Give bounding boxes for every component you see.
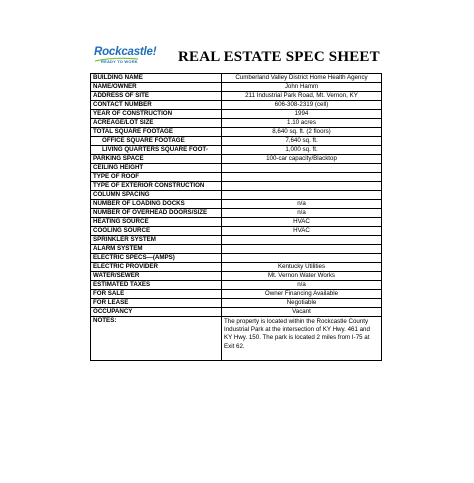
row-label: ELECTRIC PROVIDER	[91, 263, 222, 272]
table-row	[91, 308, 382, 317]
rockcastle-logo	[94, 46, 156, 68]
spec-table	[90, 73, 382, 361]
table-row	[91, 92, 382, 101]
table-row	[91, 299, 382, 308]
row-label: OFFICE SQUARE FOOTAGE	[91, 137, 222, 146]
row-value	[222, 173, 382, 182]
table-row	[91, 254, 382, 263]
table-row	[91, 74, 382, 83]
table-row	[91, 110, 382, 119]
row-label: HEATING SOURCE	[91, 218, 222, 227]
table-row	[91, 101, 382, 110]
row-value: John Hamm	[222, 83, 382, 92]
notes-label: NOTES:	[91, 317, 222, 361]
table-row	[91, 83, 382, 92]
row-label: ESTIMATED TAXES	[91, 281, 222, 290]
table-row	[91, 245, 382, 254]
table-row	[91, 272, 382, 281]
row-value: 1.10 acres	[222, 119, 382, 128]
row-value	[222, 254, 382, 263]
row-value: Cumberland Valley District Home Health Agency	[222, 74, 382, 83]
table-row	[91, 164, 382, 173]
row-value: 8,640 sq. ft. (2 floors)	[222, 128, 382, 137]
table-row	[91, 173, 382, 182]
row-label: ADDRESS OF SITE	[91, 92, 222, 101]
row-value: n/a	[222, 209, 382, 218]
table-row	[91, 263, 382, 272]
row-label: NUMBER OF LOADING DOCKS	[91, 200, 222, 209]
row-value: 7,640 sq. ft.	[222, 137, 382, 146]
row-value: Mt. Vernon Water Works	[222, 272, 382, 281]
table-row	[91, 119, 382, 128]
row-label: NUMBER OF OVERHEAD DOORS/SIZE	[91, 209, 222, 218]
row-label: TOTAL SQUARE FOOTAGE	[91, 128, 222, 137]
row-value: Vacant	[222, 308, 382, 317]
row-value: Negotiable	[222, 299, 382, 308]
notes-value: The property is located within the Rockcastle County Industrial Park at the intersection of KY Hwy. 461 and KY Hwy. 150. The park is located 2 miles from I-75 at Exit 62.	[222, 317, 382, 361]
row-label: BUILDING NAME	[91, 74, 222, 83]
row-label: YEAR OF CONSTRUCTION	[91, 110, 222, 119]
row-label: FOR LEASE	[91, 299, 222, 308]
spec-table-body	[91, 74, 382, 361]
row-value	[222, 164, 382, 173]
row-label: CONTACT NUMBER	[91, 101, 222, 110]
row-value: HVAC	[222, 218, 382, 227]
row-label: FOR SALE	[91, 290, 222, 299]
row-value: 606-308-2319 (cell)	[222, 101, 382, 110]
row-label: PARKING SPACE	[91, 155, 222, 164]
row-label: LIVING QUARTERS SQUARE FOOT-	[91, 146, 222, 155]
table-row	[91, 155, 382, 164]
table-row	[91, 209, 382, 218]
notes-row	[91, 317, 382, 361]
row-value: 211 Industrial Park Road, Mt. Vernon, KY	[222, 92, 382, 101]
table-row	[91, 236, 382, 245]
table-row	[91, 200, 382, 209]
row-value: 1,000 sq. ft.	[222, 146, 382, 155]
row-label: TYPE OF ROOF	[91, 173, 222, 182]
row-label: WATER/SEWER	[91, 272, 222, 281]
row-value	[222, 191, 382, 200]
table-row	[91, 281, 382, 290]
row-label: CEILING HEIGHT	[91, 164, 222, 173]
row-value: HVAC	[222, 227, 382, 236]
row-label: COLUMN SPACING	[91, 191, 222, 200]
row-label: TYPE OF EXTERIOR CONSTRUCTION	[91, 182, 222, 191]
row-value: Kentucky Utilities	[222, 263, 382, 272]
table-row	[91, 137, 382, 146]
table-row	[91, 182, 382, 191]
row-label: ACREAGE/LOT SIZE	[91, 119, 222, 128]
row-value: Owner Financing Available	[222, 290, 382, 299]
row-value: n/a	[222, 281, 382, 290]
row-label: NAME/OWNER	[91, 83, 222, 92]
row-label: SPRINKLER SYSTEM	[91, 236, 222, 245]
row-value: n/a	[222, 200, 382, 209]
row-label: COOLING SOURCE	[91, 227, 222, 236]
table-row	[91, 191, 382, 200]
row-value	[222, 236, 382, 245]
row-value: 100-car capacity/Blacktop	[222, 155, 382, 164]
row-value: 1994	[222, 110, 382, 119]
table-row	[91, 218, 382, 227]
row-label: ELECTRIC SPECS—(AMPS)	[91, 254, 222, 263]
table-row	[91, 128, 382, 137]
table-row	[91, 227, 382, 236]
row-value	[222, 245, 382, 254]
row-label: ALARM SYSTEM	[91, 245, 222, 254]
row-value	[222, 182, 382, 191]
row-label: OCCUPANCY	[91, 308, 222, 317]
page-title: REAL ESTATE SPEC SHEET	[178, 49, 380, 65]
table-row	[91, 290, 382, 299]
table-row	[91, 146, 382, 155]
logo-tagline: READY TO WORK	[101, 59, 138, 64]
logo-name: Rockcastle!	[94, 46, 157, 58]
